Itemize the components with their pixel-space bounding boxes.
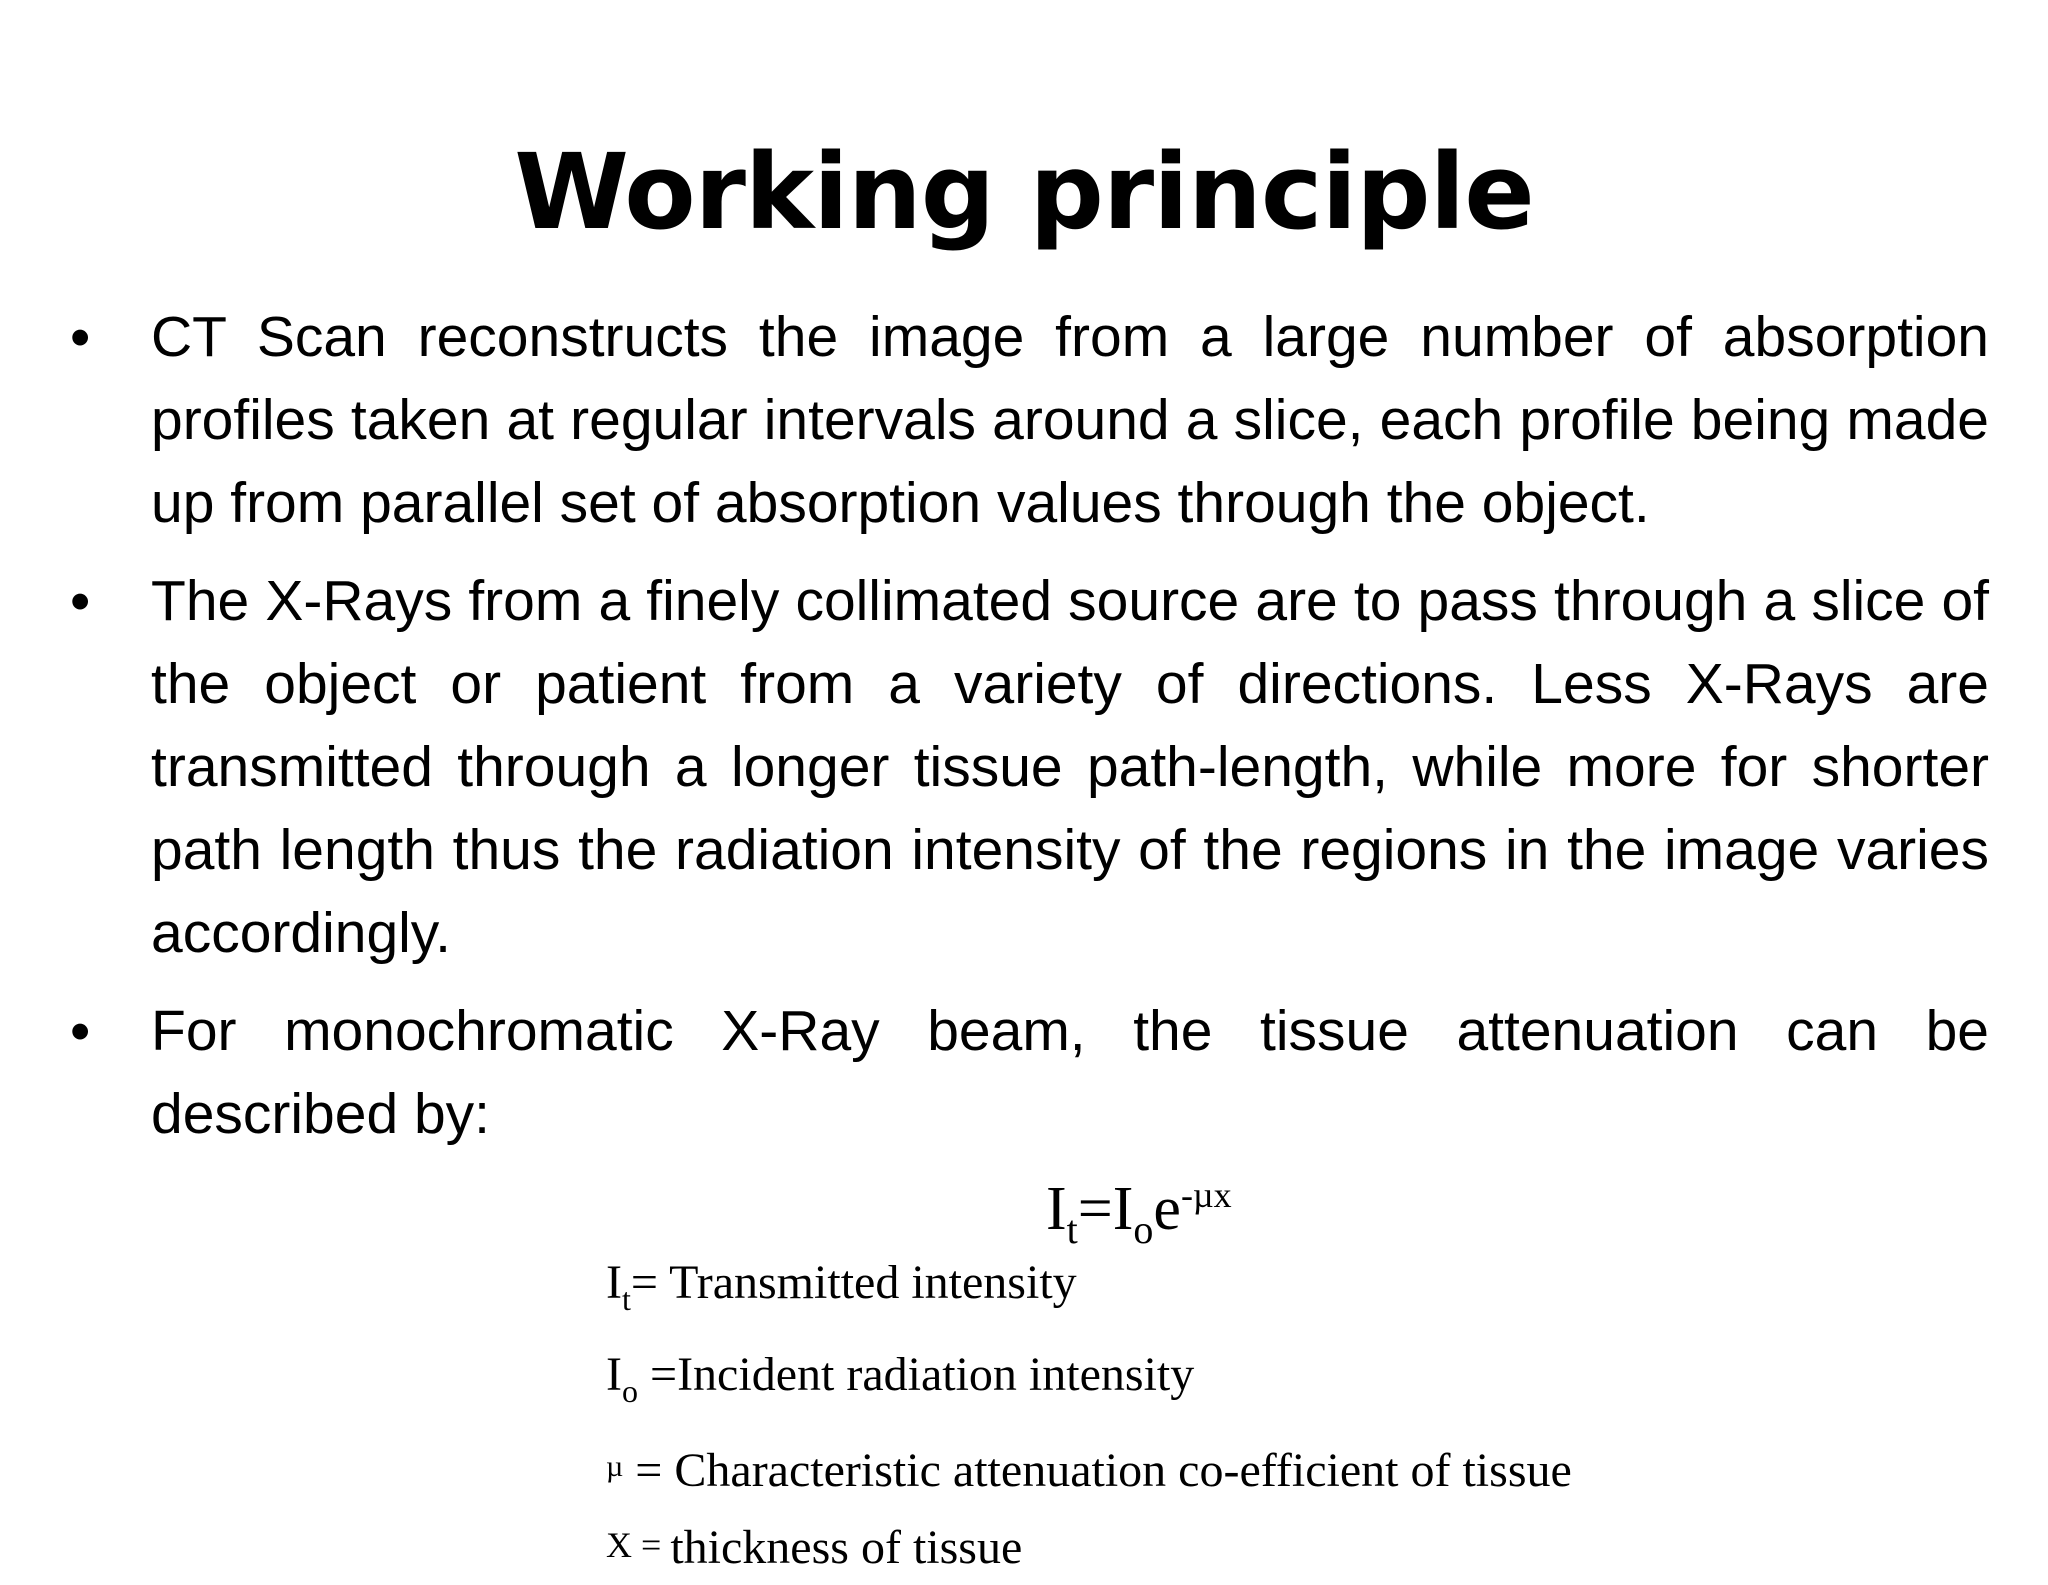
def-symbol-sub: o — [621, 1373, 638, 1409]
formula-lhs-sub: t — [1066, 1207, 1078, 1252]
formula-lhs-base: I — [1046, 1175, 1067, 1243]
definition-row — [606, 1429, 1572, 1508]
bullet-marker: • — [70, 569, 91, 634]
formula-exp-base: e — [1153, 1175, 1181, 1243]
slide-title: Working principle — [514, 131, 1534, 253]
definition-row — [606, 1245, 1572, 1337]
def-symbol: I — [606, 1348, 622, 1401]
variable-definitions — [606, 1245, 1572, 1585]
bullet-text: CT Scan reconstructs the image from a large number of absorption profiles taken at regular intervals around a slice, each profile being made up from parallel set of absorption values through the object. — [151, 305, 1989, 535]
formula-exp-power: -µx — [1180, 1175, 1232, 1215]
def-symbol-sub: t — [621, 1281, 631, 1317]
formula-rhs-base: I — [1112, 1175, 1134, 1243]
definition-row — [606, 1508, 1572, 1585]
def-meaning: thickness of tissue — [670, 1521, 1023, 1574]
def-separator: = — [637, 1348, 678, 1401]
bullet-item — [0, 296, 2048, 545]
def-separator: = — [630, 1256, 670, 1309]
bullet-item — [0, 560, 2048, 975]
def-separator: = — [623, 1444, 675, 1497]
bullet-item — [0, 990, 2048, 1156]
def-meaning: Characteristic attenuation co-efficient of tissue — [674, 1444, 1572, 1497]
def-meaning: Transmitted intensity — [669, 1256, 1077, 1309]
bullet-text: For monochromatic X-Ray beam, the tissue attenuation can be described by: — [151, 999, 1989, 1146]
bullet-marker: • — [70, 999, 91, 1064]
definition-row — [606, 1337, 1572, 1429]
formula-rhs-sub: o — [1133, 1207, 1154, 1252]
def-meaning: Incident radiation intensity — [677, 1348, 1195, 1401]
def-separator: = — [632, 1525, 671, 1565]
def-symbol: µ — [606, 1450, 624, 1483]
bullet-list — [0, 296, 2048, 1171]
def-symbol: I — [606, 1256, 622, 1309]
formula-equals: = — [1077, 1175, 1113, 1243]
bullet-text: The X-Rays from a finely collimated source are to pass through a slice of the object or patient from a variety of directions. Less X-Rays are transmitted through a longer tissue path-length, while more for shorter path length thus the radiation intensity of the regions in the image varies accordingly. — [151, 569, 1989, 965]
def-symbol: X — [606, 1525, 632, 1565]
bullet-marker: • — [70, 305, 91, 370]
